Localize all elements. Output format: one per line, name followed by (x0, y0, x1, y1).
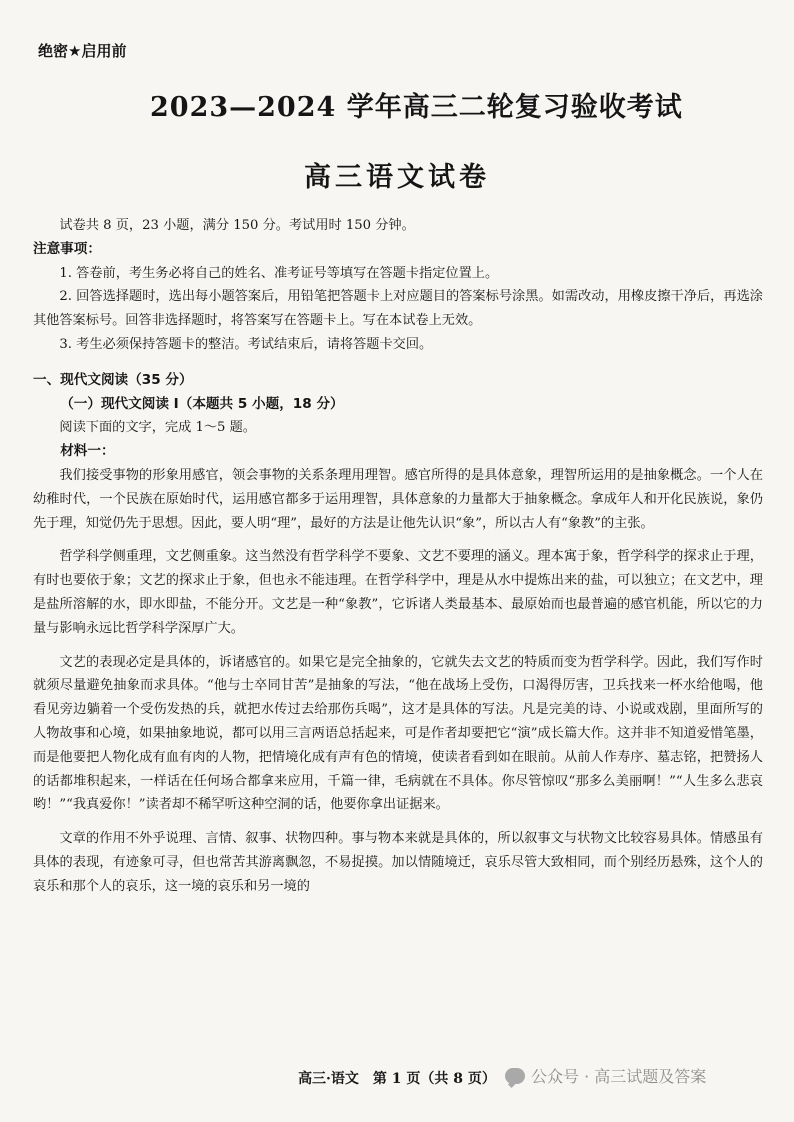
notice-item-1: 1. 答卷前，考生务必将自己的姓名、准考证号等填写在答题卡指定位置上。 (59, 265, 499, 281)
notice-item-2: 2. 回答选择题时，选出每小题答案后，用铅笔把答题卡上对应题目的答案标号涂黑。如需改动，用橡皮擦干净后，再选涂其他答案标号。回答非选择题时，将答案写在答题卡上。写在本试卷上无效。 (33, 289, 763, 329)
passage-paragraph-3: 文艺的表现必定是具体的，诉诸感官的。如果它是完全抽象的，它就失去文艺的特质而变为哲学科学。因此，我们写作时就须尽量避免抽象而求具体。“他与士卒同甘苦”是抽象的写法，“他在战场上受伤，口渴得厉害，卫兵找来一杯水给他喝，他看见旁边躺着一个受伤发热的兵，就把水传过去给那伤兵喝”，这才是具体的写法。凡是完美的诗、小说或戏剧，里面所写的人物故事和心境，如果抽象地说，都可以用三言两语总括起来，可是作者却要把它“演”成长篇大作。这并非不知道爱惜笔墨，而是他要把人物化成有血有肉的人物，把情境化成有声有色的情境，使读者看到如在眼前。从前人作寿序、墓志铭，把赞扬人的话都堆积起来，一样话在任何场合都拿来应用，千篇一律，毛病就在不具体。你尽管惊叹“那多么美丽啊！”“人生多么悲哀哟！”“我真爱你！”读者却不稀罕听这种空洞的话，他要你拿出证据来。 (33, 654, 763, 813)
material-label: 材料一： (60, 443, 115, 460)
wechat-icon (505, 1068, 525, 1084)
paper-title: 高三语文试卷 (304, 162, 490, 193)
passage-paragraph-1: 我们接受事物的形象用感官，领会事物的关系条理用理智。感官所得的是具体意象，理智所运用的是抽象概念。一个人在幼稚时代，一个民族在原始时代，运用感官都多于运用理智，具体意象的力量都大于抽象概念。拿成年人和开化民族说，象仍先于理，知觉仍先于思想。因此，要人明“理”，最好的方法是让他先认识“象”，所以古人有“象教”的主张。 (33, 467, 763, 531)
passage-paragraph-2: 哲学科学侧重理，文艺侧重象。这当然没有哲学科学不要象、文艺不要理的涵义。理本寓于象，哲学科学的探求止于理，有时也要依于象；文艺的探求止于象，但也永不能违理。在哲学科学中，理是从水中提炼出来的盐，可以独立；在文艺中，理是盐所溶解的水，即水即盐，不能分开。文艺是一种“象教”，它诉诸人类最基本、最原始而也最普遍的感官机能，所以它的力量与影响永远比哲学科学深厚广大。 (33, 549, 763, 636)
passage-paragraph-4: 文章的作用不外乎说理、言情、叙事、状物四种。事与物本来就是具体的，所以叙事文与状物文比较容易具体。情感虽有具体的表现，有迹象可寻，但也常苦其游离飘忽，不易捉摸。加以情随境迁，哀乐尽管大致相同，而个别经历悬殊，这个人的哀乐和那个人的哀乐，这一境的哀乐和另一境的 (33, 831, 763, 894)
page-footer: 高三·语文 第 1 页（共 8 页） (298, 1071, 496, 1087)
watermark (505, 1064, 706, 1087)
watermark-text: 公众号 · 高三试题及答案 (531, 1067, 707, 1086)
document-body (33, 214, 763, 899)
confidential-label: 绝密★启用前 (38, 42, 127, 60)
notice-heading: 注意事项： (33, 240, 101, 257)
exam-summary: 试卷共 8 页，23 小题，满分 150 分。考试用时 150 分钟。 (59, 218, 415, 233)
notice-item-3: 3. 考生必须保持答题卡的整洁。考试结束后，请将答题卡交回。 (59, 336, 433, 352)
exam-title: 2023—2024 学年高三二轮复习验收考试 (150, 92, 683, 123)
reading-instruction: 阅读下面的文字，完成 1～5 题。 (59, 420, 256, 436)
subsection-heading: （一）现代文阅读 Ⅰ（本题共 5 小题，18 分） (60, 395, 344, 412)
section-heading: 一、现代文阅读（35 分） (33, 371, 193, 388)
